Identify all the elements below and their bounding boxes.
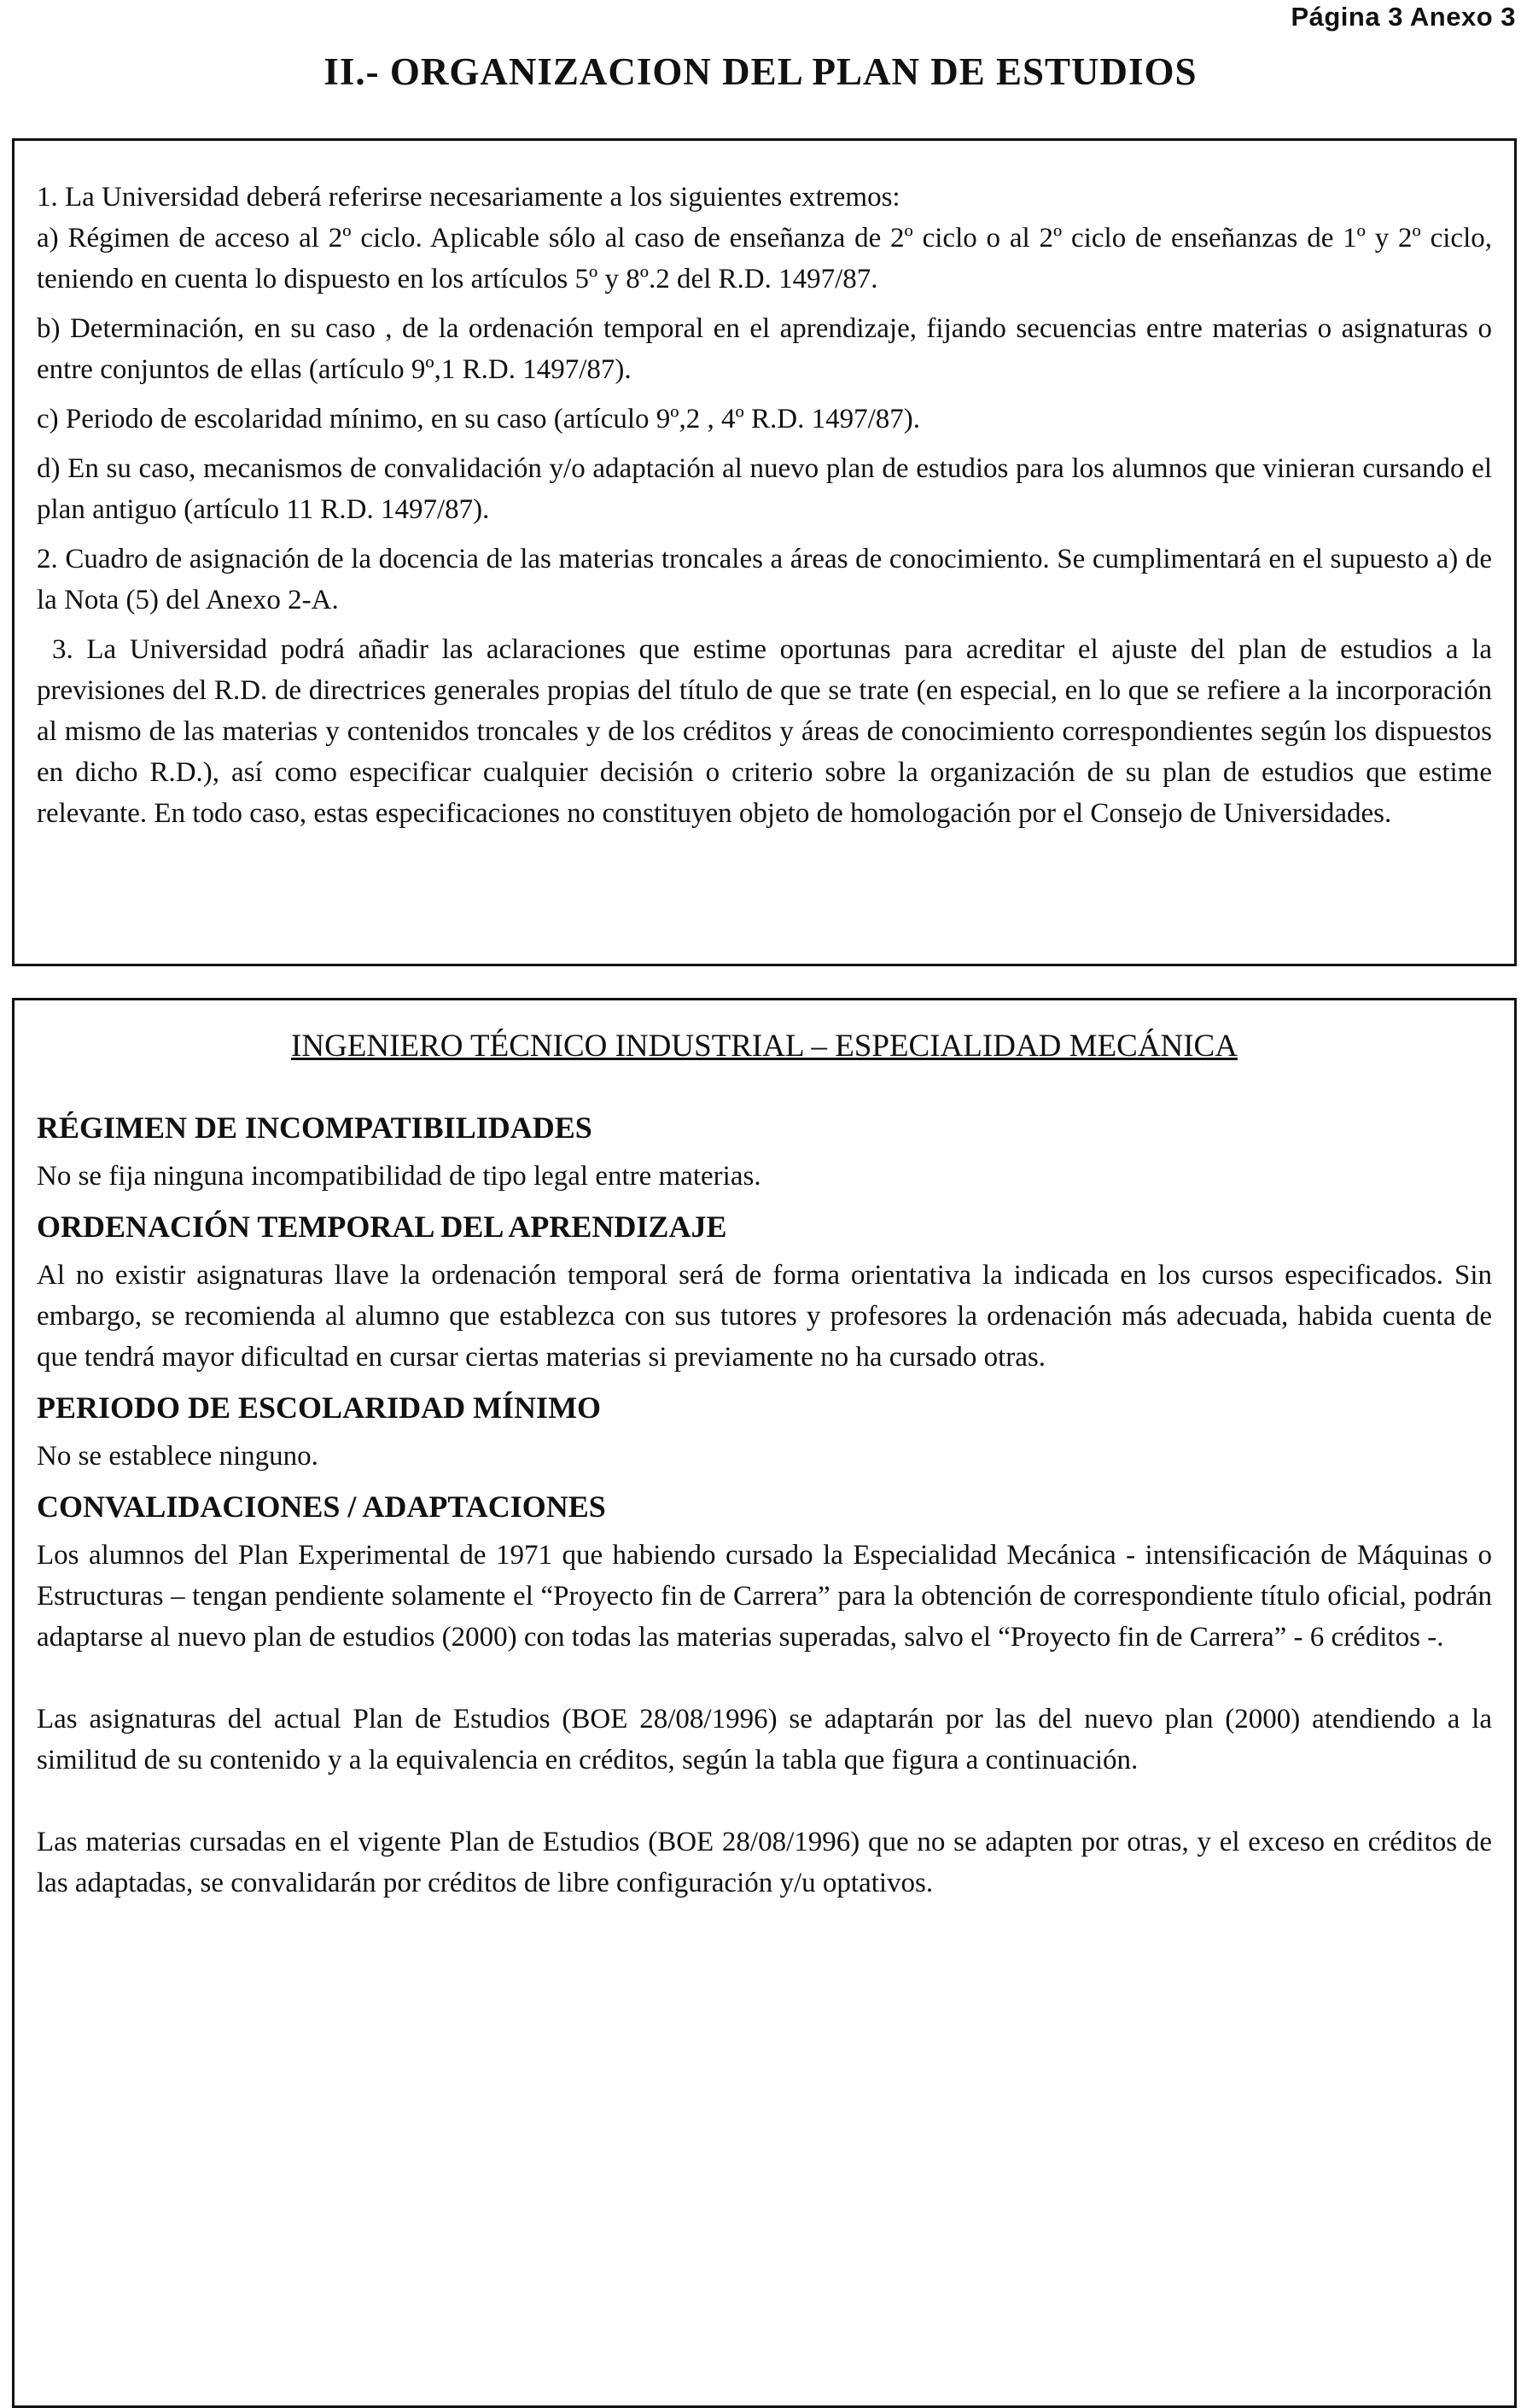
section-heading-periodo: PERIODO DE ESCOLARIDAD MÍNIMO — [37, 1391, 602, 1425]
section-paragraph: Las asignaturas del actual Plan de Estudios (BOE 28/08/1996) se adaptarán por las del nuevo plan (2000) atendiendo a la similitud de su contenido y a la equivalencia en créditos, según la tabla que figura a continuación. — [37, 1704, 1492, 1775]
section-paragraph: No se establece ninguno. — [37, 1441, 318, 1472]
instruction-item-d: d) En su caso, mecanismos de convalidación y/o adaptación al nuevo plan de estudios para los alumnos que vinieran cursando el plan antiguo (artículo 11 R.D. 1497/87). — [37, 453, 1492, 525]
page-title: II.- ORGANIZACION DEL PLAN DE ESTUDIOS — [323, 50, 1198, 93]
plan-box — [12, 998, 1517, 2408]
section-paragraph: Al no existir asignaturas llave la ordenación temporal será de forma orientativa la indicada en los cursos especificados. Sin embargo, se recomienda al alumno que establezca con sus tutores y profesores la ordenación más adecuada, habida cuenta de que tendrá mayor dificultad en cursar ciertas materias si previamente no ha cursado otras. — [37, 1260, 1492, 1373]
section-paragraph: Las materias cursadas en el vigente Plan de Estudios (BOE 28/08/1996) que no se adapten por otras, y el exceso en créditos de las adaptadas, se convalidarán por créditos de libre configuración y/u optativos. — [37, 1827, 1492, 1898]
instruction-item-3: 3. La Universidad podrá añadir las aclaraciones que estime oportunas para acreditar el ajuste del plan de estudios a la previsiones del R.D. de directrices generales propias del título de que se trate (en especial, en lo que se refiere a la incorporación al mismo de las materias y contenidos troncales y de los créditos y áreas de conocimiento correspondientes según los dispuestos en dicho R.D.), así como especificar cualquier decisión o criterio sobre la organización de su plan de estudios que estime relevante. En todo caso, estas especificaciones no constituyen objeto de homologación por el Consejo de Universidades. — [37, 634, 1492, 829]
instruction-item-a: a) Régimen de acceso al 2º ciclo. Aplicable sólo al caso de enseñanza de 2º ciclo o al 2º ciclo de enseñanzas de 1º y 2º ciclo, teniendo en cuenta lo dispuesto en los artículos 5º y 8º.2 del R.D. 1497/87. — [37, 223, 1492, 294]
section-heading-incompatibilidades: RÉGIMEN DE INCOMPATIBILIDADES — [37, 1111, 592, 1145]
instruction-item-c: c) Periodo de escolaridad mínimo, en su caso (artículo 9º,2 , 4º R.D. 1497/87). — [37, 404, 920, 434]
instructions-box — [12, 138, 1517, 966]
section-paragraph: Los alumnos del Plan Experimental de 1971 que habiendo cursado la Especialidad Mecánica - intensificación de Máquinas o Estructuras – tengan pendiente solamente el “Proyecto fin de Carrera” para la obtención de correspondiente título oficial, podrán adaptarse al nuevo plan de estudios (2000) con todas las materias superadas, salvo el “Proyecto fin de Carrera” - 6 créditos -. — [37, 1540, 1492, 1653]
instruction-item-2: 2. Cuadro de asignación de la docencia de las materias troncales a áreas de conocimiento. Se cumplimentará en el supuesto a) de la Nota (5) del Anexo 2-A. — [37, 544, 1492, 615]
page-label: Página 3 Anexo 3 — [1291, 2, 1516, 32]
section-heading-convalidaciones: CONVALIDACIONES / ADAPTACIONES — [37, 1490, 606, 1524]
instruction-item-1: 1. La Universidad deberá referirse necesariamente a los siguientes extremos: — [37, 182, 900, 213]
section-heading-ordenacion: ORDENACIÓN TEMPORAL DEL APRENDIZAJE — [37, 1210, 727, 1244]
plan-title: INGENIERO TÉCNICO INDUSTRIAL – ESPECIALIDAD MECÁNICA — [291, 1029, 1238, 1064]
section-paragraph: No se fija ninguna incompatibilidad de tipo legal entre materias. — [37, 1161, 761, 1192]
instruction-item-b: b) Determinación, en su caso , de la ordenación temporal en el aprendizaje, fijando secuencias entre materias o asignaturas o entre conjuntos de ellas (artículo 9º,1 R.D. 1497/87). — [37, 313, 1492, 385]
